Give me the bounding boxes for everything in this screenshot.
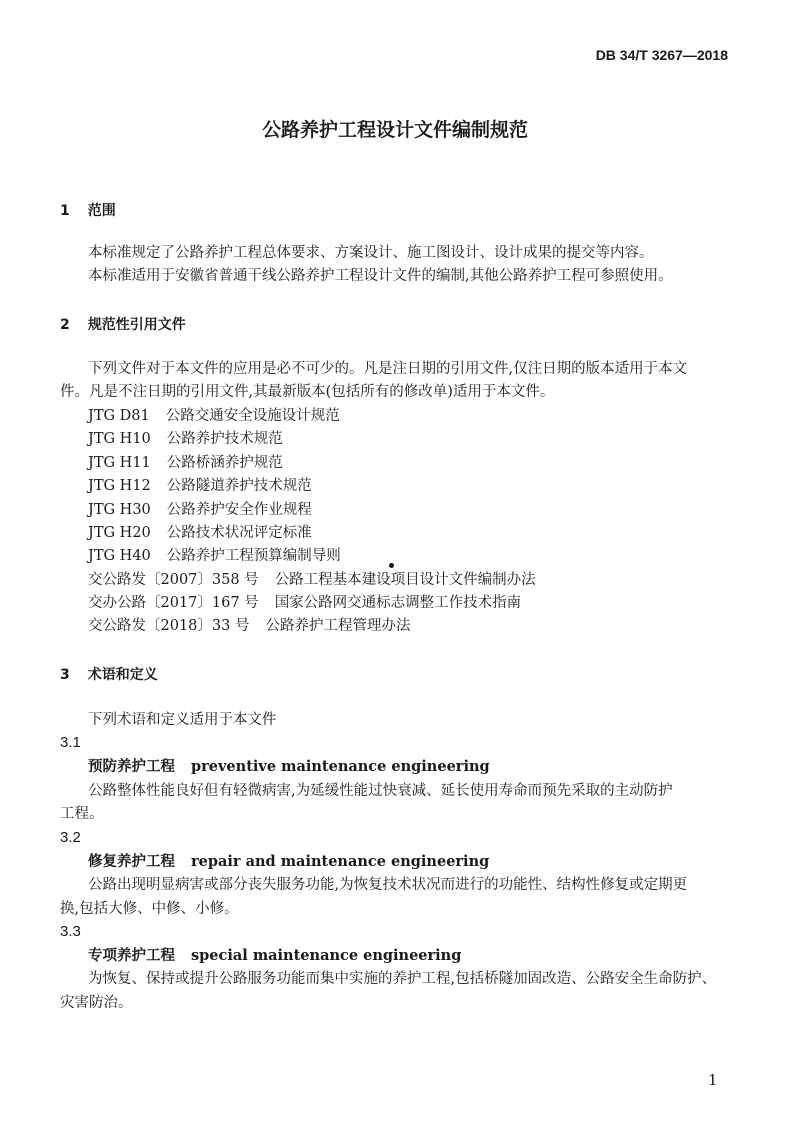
paragraph-line: 下列文件对于本文件的应用是必不可少的。凡是注日期的引用文件,仅注日期的版本适用于本文 [88, 361, 688, 377]
reference-title: 公路工程基本建设项目设计文件编制办法 [274, 572, 536, 588]
reference-code: JTG H20 [88, 525, 151, 541]
term-number: 3.3 [60, 923, 81, 940]
paragraph-line: 本标准适用于安徽省普通干线公路养护工程设计文件的编制,其他公路养护工程可参照使用。 [88, 268, 673, 284]
term-heading [88, 946, 461, 966]
definition-line: 换,包括大修、中修、小修。 [60, 901, 239, 917]
section-3-heading [60, 665, 158, 685]
paragraph-line: 本标准规定了公路养护工程总体要求、方案设计、施工图设计、设计成果的提交等内容。 [88, 245, 654, 261]
term-zh: 专项养护工程 [88, 947, 175, 964]
reference-item [88, 523, 312, 543]
definition-line: 工程。 [60, 806, 104, 822]
reference-item [88, 500, 312, 520]
document-title: 公路养护工程设计文件编制规范 [261, 119, 528, 141]
section-title: 规范性引用文件 [87, 317, 186, 333]
reference-item [88, 593, 521, 613]
section-title: 术语和定义 [87, 667, 158, 683]
reference-title: 国家公路网交通标志调整工作技术指南 [274, 595, 522, 611]
reference-code: JTG H11 [88, 455, 151, 471]
reference-item [88, 406, 340, 426]
reference-code: JTG H10 [88, 431, 151, 447]
term-number: 3.1 [60, 734, 81, 751]
reference-title: 公路交通安全设施设计规范 [165, 408, 340, 424]
definition-line: 为恢复、保持或提升公路服务功能而集中实施的养护工程,包括桥隧加固改造、公路安全生命防护、 [88, 971, 717, 987]
reference-title: 公路隧道养护技术规范 [166, 478, 312, 494]
reference-item [88, 429, 283, 449]
definition-line: 公路出现明显病害或部分丧失服务功能,为恢复技术状况而进行的功能性、结构性修复或定期更 [88, 877, 688, 893]
reference-title: 公路养护技术规范 [166, 431, 283, 447]
section-title: 范围 [87, 203, 116, 219]
reference-title: 公路桥涵养护规范 [166, 455, 283, 471]
term-en: repair and maintenance engineering [191, 853, 490, 870]
term-en: preventive maintenance engineering [191, 758, 490, 775]
reference-code: JTG H40 [88, 548, 151, 564]
term-heading [88, 852, 489, 872]
reference-title: 公路养护工程管理办法 [265, 618, 411, 634]
reference-item [88, 570, 536, 590]
term-zh: 预防养护工程 [88, 758, 175, 775]
page-number: 1 [708, 1071, 718, 1089]
section-number: 2 [60, 317, 70, 333]
term-zh: 修复养护工程 [88, 853, 175, 870]
reference-item [88, 453, 283, 473]
section-1-heading [60, 201, 116, 221]
paragraph-line: 件。凡是不注日期的引用文件,其最新版本(包括所有的修改单)适用于本文件。 [60, 384, 555, 400]
term-heading [88, 757, 490, 777]
reference-code: 交办公路〔2017〕167 号 [88, 595, 259, 611]
reference-code: 交公路发〔2007〕358 号 [88, 572, 259, 588]
reference-code: 交公路发〔2018〕33 号 [88, 618, 250, 634]
reference-item [88, 616, 410, 636]
term-en: special maintenance engineering [191, 947, 462, 964]
section-number: 3 [60, 667, 70, 683]
definition-line: 公路整体性能良好但有轻微病害,为延缓性能过快衰减、延长使用寿命而预先采取的主动防护 [88, 783, 673, 799]
section-2-heading [60, 315, 186, 335]
term-number: 3.2 [60, 829, 81, 846]
reference-item [88, 546, 341, 566]
reference-item [88, 476, 312, 496]
reference-code: JTG D81 [88, 408, 150, 424]
reference-title: 公路养护工程预算编制导则 [166, 548, 341, 564]
reference-title: 公路养护安全作业规程 [166, 502, 312, 518]
reference-code: JTG H12 [88, 478, 151, 494]
standard-number: DB 34/T 3267—2018 [595, 47, 728, 63]
reference-title: 公路技术状况评定标准 [166, 525, 312, 541]
definition-line: 灾害防治。 [60, 995, 133, 1011]
ink-dot-mark [389, 563, 394, 568]
paragraph-line: 下列术语和定义适用于本文件 [88, 712, 277, 728]
reference-code: JTG H30 [88, 502, 151, 518]
section-number: 1 [60, 203, 70, 219]
